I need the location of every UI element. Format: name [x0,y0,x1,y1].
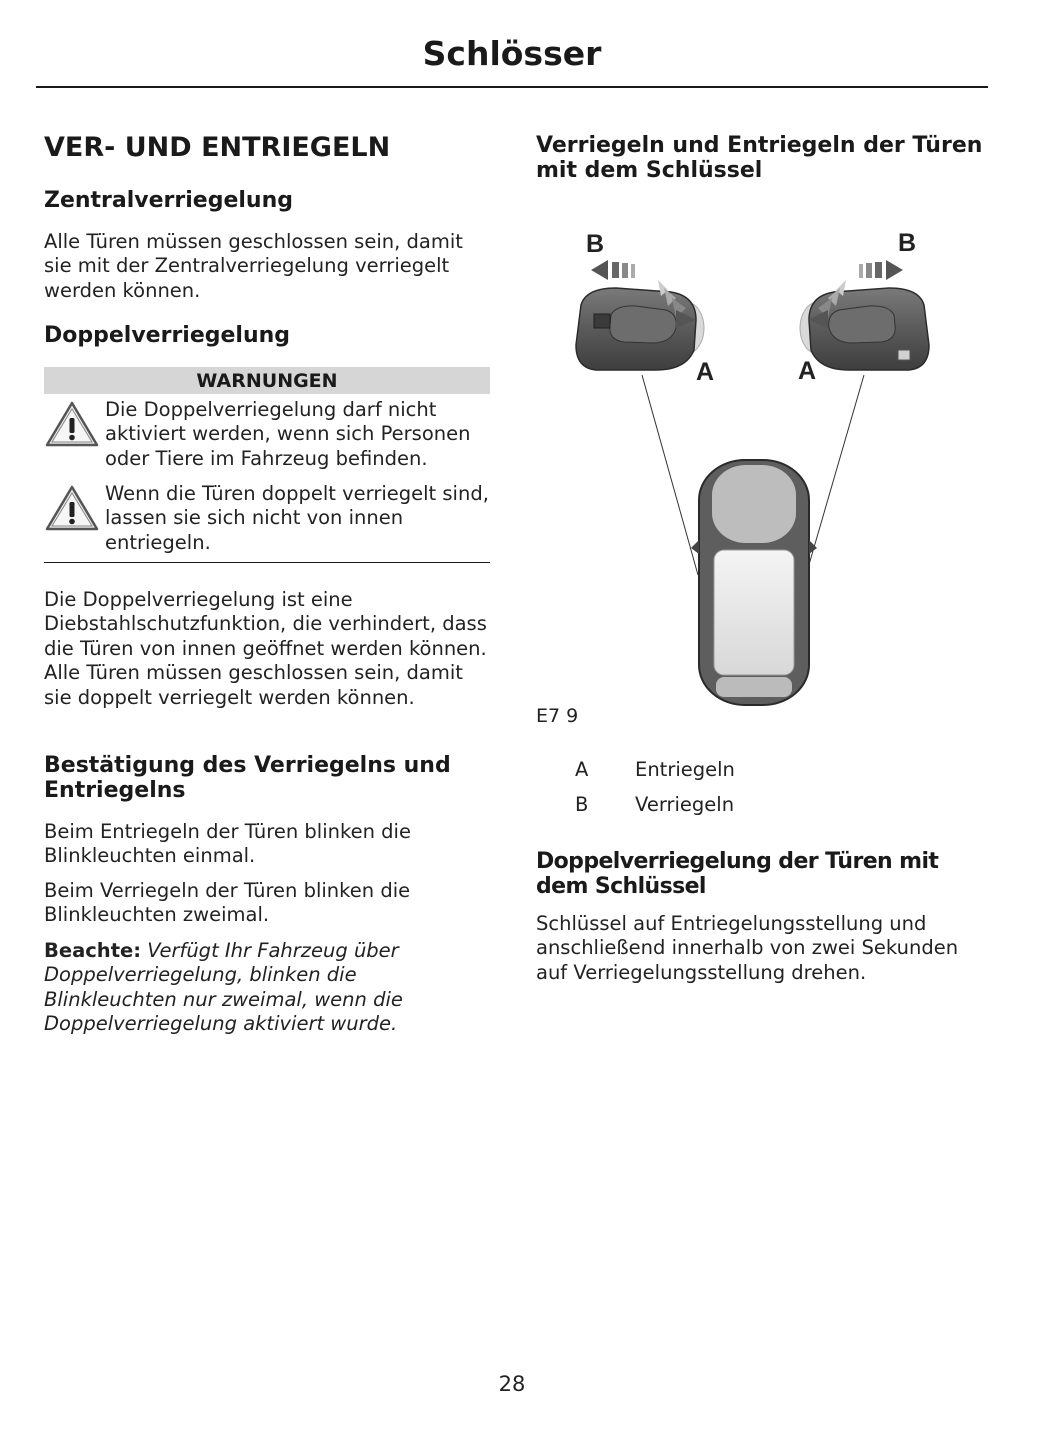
key-section-heading: Verriegeln und Entriegeln der Türen mit dem Schlüssel [536,133,983,183]
label-b-right: B [898,229,917,257]
doppel-text: Die Doppelverriegelung ist eine Diebstahlschutzfunktion, die verhindert, dass die Türen von innen geöffnet werden können. Alle Türen müssen geschlossen sein, damit sie doppelt verriegelt werden können. [44,588,487,709]
page-number: 28 [498,1372,526,1396]
guide-line [642,375,698,575]
note [44,939,490,1037]
warnings-divider [44,562,490,563]
warning-triangle-icon [44,400,100,448]
zentral-heading: Zentralverriegelung [44,188,293,213]
warning-item [44,398,490,476]
zentral-text: Alle Türen müssen geschlossen sein, damit sie mit der Zentralverriegelung verriegelt werden können. [44,230,463,302]
lock-arrow-right [859,260,903,280]
warnings-header: WARNUNGEN [44,367,490,394]
note-text: Verfügt Ihr Fahrzeug über Doppelverriegelung, blinken die Blinkleuchten nur zweimal, wenn die Doppelverriegelung aktiviert wurde. [44,939,403,1036]
bestaetigung-heading: Bestätigung des Verriegelns und Entriegelns [44,753,451,803]
warning-item [44,482,490,560]
warning-triangle-icon [44,484,100,532]
page-title: Schlösser [422,34,602,73]
label-a-left: A [696,358,715,386]
section-title: VER- UND ENTRIEGELN [44,132,391,163]
title-divider [36,86,988,88]
figure-reference: E7 9 [536,705,579,727]
legend-value: Verriegeln [635,793,735,816]
warning-text: Wenn die Türen doppelt verriegelt sind, lassen sie sich nicht von innen entriegeln. [105,482,489,554]
key-lock-figure [536,210,986,710]
legend-key: A [575,758,589,781]
guide-line [806,375,864,575]
legend-key: B [575,793,589,816]
doppel-key-text: Schlüssel auf Entriegelungsstellung und anschließend innerhalb von zwei Sekunden auf Verriegelungsstellung drehen. [536,912,959,984]
legend-value: Entriegeln [635,758,735,781]
bestaetigung-p2: Beim Verriegeln der Türen blinken die Blinkleuchten zweimal. [44,879,411,927]
warning-text: Die Doppelverriegelung darf nicht aktiviert werden, wenn sich Personen oder Tiere im Fahrzeug befinden. [105,398,471,470]
label-a-right: A [798,357,817,385]
note-label: Beachte: [44,939,142,962]
left-key [576,288,704,370]
car-top-view [691,460,817,705]
doppel-heading: Doppelverriegelung [44,323,291,348]
label-b-left: B [586,230,605,258]
lock-arrow-left [591,260,635,280]
doppel-key-heading: Doppelverriegelung der Türen mit dem Schlüssel [536,849,939,899]
right-key [800,288,929,370]
bestaetigung-p1: Beim Entriegeln der Türen blinken die Blinkleuchten einmal. [44,820,411,868]
